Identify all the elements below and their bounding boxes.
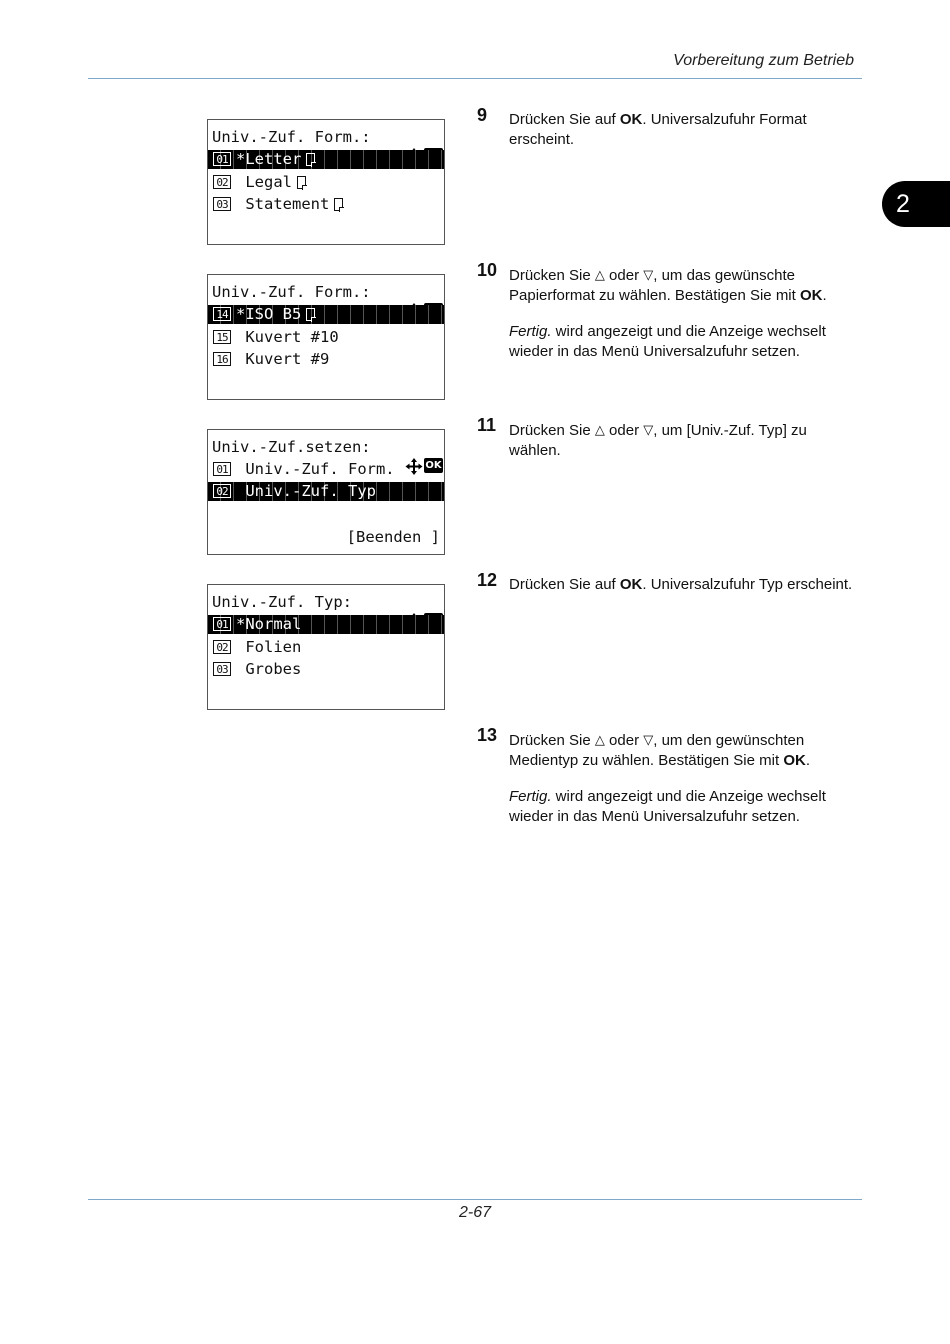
item-label: *Normal [236, 615, 302, 633]
lcd-panel-setzen [207, 429, 445, 555]
step-text: Drücken Sie auf OK. Universalzufuhr Typ erscheint. [509, 576, 853, 593]
lcd-row [208, 350, 445, 369]
lcd-panel-form-1 [207, 119, 445, 245]
chapter-tab [882, 181, 950, 227]
lcd-row-selected [208, 615, 445, 634]
page-number: 2-67 [458, 1204, 492, 1221]
lcd-title: Univ.-Zuf.setzen: [212, 438, 371, 456]
step-note: Fertig. wird angezeigt und die Anzeige wechselt wieder in das Menü Universalzufuhr setzen. [509, 788, 826, 825]
lcd-row [208, 638, 445, 657]
softkey-beenden: [Beenden ] [346, 528, 440, 546]
header-rule [88, 78, 862, 79]
item-number: 16 [213, 352, 231, 366]
nav-ok-icons [349, 284, 443, 301]
lcd-title-row [208, 128, 445, 147]
paper-icon [306, 308, 315, 321]
item-label: Univ.-Zuf. Form. [236, 460, 395, 478]
lcd-title-row [208, 283, 445, 302]
item-label: Kuvert #9 [236, 350, 330, 368]
paper-icon [334, 198, 343, 211]
lcd-softkey-row [208, 528, 445, 547]
up-triangle-icon: △ [594, 732, 605, 747]
item-label: *Letter [236, 150, 302, 168]
item-label: Folien [236, 638, 302, 656]
item-number: 14 [213, 307, 231, 321]
item-number: 02 [213, 484, 231, 498]
step-text: Drücken Sie auf OK. Universalzufuhr Format erscheint. [509, 111, 807, 148]
chapter-number: 2 [896, 190, 910, 218]
step-11 [477, 415, 857, 460]
item-number: 01 [213, 152, 231, 166]
nav-ok-icons [349, 129, 443, 146]
lcd-row-selected [208, 482, 445, 501]
lcd-title: Univ.-Zuf. Form.: [212, 283, 371, 301]
item-label: *ISO B5 [236, 305, 302, 323]
step-number: 13 [477, 725, 498, 745]
down-triangle-icon: ▽ [643, 267, 654, 282]
step-13 [477, 725, 857, 826]
item-number: 01 [213, 617, 231, 631]
step-text: Drücken Sie △ oder ▽, um [Univ.-Zuf. Typ] zu wählen. [509, 422, 807, 459]
step-12 [477, 570, 857, 595]
down-triangle-icon: ▽ [643, 422, 654, 437]
lcd-row-selected [208, 305, 445, 324]
item-number: 03 [213, 662, 231, 676]
step-number: 12 [477, 570, 498, 590]
lcd-panel-typ [207, 584, 445, 710]
item-label: Univ.-Zuf. Typ [236, 482, 376, 500]
lcd-row [208, 660, 445, 679]
item-number: 02 [213, 175, 231, 189]
lcd-row [208, 173, 445, 192]
item-number: 03 [213, 197, 231, 211]
step-number: 9 [477, 105, 488, 125]
item-label: Legal [236, 173, 292, 191]
down-triangle-icon: ▽ [643, 732, 654, 747]
step-10 [477, 260, 857, 361]
lcd-panel-form-2 [207, 274, 445, 400]
item-label: Statement [236, 195, 330, 213]
lcd-row-selected [208, 150, 445, 169]
paper-icon [297, 176, 306, 189]
nav-ok-icons [349, 594, 443, 611]
lcd-title-row [208, 593, 445, 612]
step-number: 10 [477, 260, 498, 280]
lcd-row [208, 460, 445, 479]
item-number: 15 [213, 330, 231, 344]
ok-icon: OK [425, 460, 442, 471]
up-triangle-icon: △ [594, 267, 605, 282]
footer-rule [88, 1199, 862, 1200]
step-number: 11 [477, 415, 497, 435]
step-text: Drücken Sie △ oder ▽, um den gewünschten Medientyp zu wählen. Bestätigen Sie mit OK. [509, 732, 810, 769]
lcd-row [208, 328, 445, 347]
item-label: Grobes [236, 660, 302, 678]
step-note: Fertig. wird angezeigt und die Anzeige wechselt wieder in das Menü Universalzufuhr setzen. [509, 323, 826, 360]
lcd-title: Univ.-Zuf. Form.: [212, 128, 371, 146]
item-number: 02 [213, 640, 231, 654]
item-label: Kuvert #10 [236, 328, 339, 346]
header-title: Vorbereitung zum Betrieb [673, 52, 854, 69]
lcd-row [208, 195, 445, 214]
lcd-title: Univ.-Zuf. Typ: [212, 593, 352, 611]
step-text: Drücken Sie △ oder ▽, um das gewünschte Papierformat zu wählen. Bestätigen Sie mit OK. [509, 267, 827, 304]
item-number: 01 [213, 462, 231, 476]
up-triangle-icon: △ [594, 422, 605, 437]
paper-icon [306, 153, 315, 166]
step-9 [477, 105, 857, 149]
nav-ok-icons [349, 439, 443, 471]
